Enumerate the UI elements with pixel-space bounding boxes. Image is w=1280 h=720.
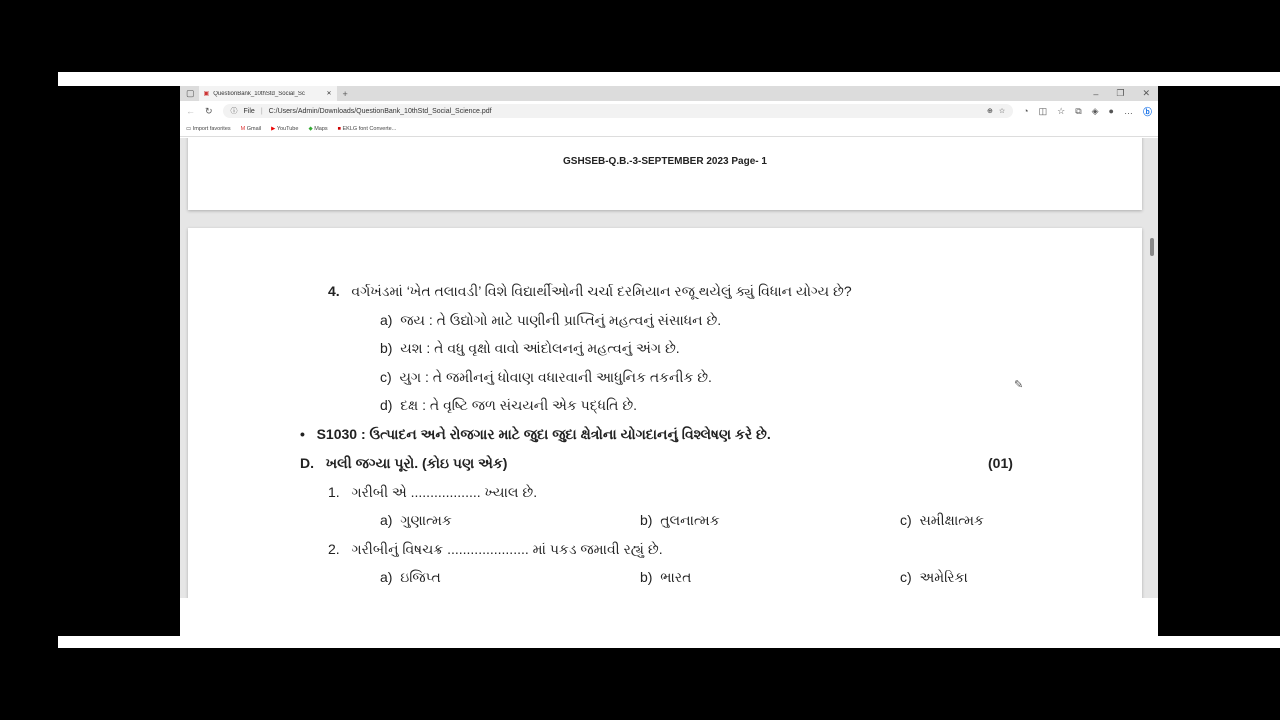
back-icon[interactable]: ←: [186, 106, 195, 116]
favorite-gmail[interactable]: M Gmail: [240, 125, 262, 132]
eklg-icon: ■: [337, 125, 341, 132]
fill1-option-a: a) ગુણાત્મક: [380, 512, 452, 528]
split-screen-icon[interactable]: ◫: [1038, 105, 1048, 116]
favorite-maps[interactable]: ◆ Maps: [308, 125, 328, 132]
favorite-youtube[interactable]: ▶ YouTube: [271, 125, 299, 132]
address-bar-row: [180, 101, 1158, 121]
favorite-eklg[interactable]: ■ EKLG font Converte...: [337, 125, 397, 132]
info-icon: ⓘ: [230, 108, 238, 115]
new-tab-button[interactable]: +: [342, 88, 348, 99]
refresh-icon[interactable]: ↻: [205, 105, 213, 116]
favorites-icon[interactable]: ☆: [1057, 105, 1066, 116]
url-input[interactable]: ⓘ File | C:/Users/Admin/Downloads/QuestionBank_10thStd_Social_Science.pdf ⊕ ☆: [223, 104, 1014, 118]
fill2-option-c: c) અમેરિકા: [900, 569, 968, 585]
gmail-icon: M: [240, 125, 246, 132]
profile-avatar[interactable]: ●: [1108, 106, 1114, 116]
section-d-heading: D. ખલી જગ્યા પૂરો. (કોઇ પણ એક): [300, 455, 508, 471]
fill1-option-b: b) તુલનાત્મક: [640, 512, 720, 528]
more-menu-icon[interactable]: …: [1123, 106, 1133, 116]
q4-option-a: a) જય : તે ઉદ્યોગો માટે પાણીની પ્રાપ્તિનું મહત્વનું સંસાધન છે.: [380, 312, 722, 328]
fill2-option-b: b) ભારત: [640, 569, 692, 585]
video-frame-bottom: [58, 636, 1280, 648]
maps-icon: ◆: [308, 125, 313, 132]
video-frame-top: [58, 72, 1280, 86]
q4-option-b: b) યશ : તે વધુ વૃક્ષો વાવો આંદોલનનું મહત્વનું અંગ છે.: [380, 340, 680, 356]
close-window-button[interactable]: ✕: [1142, 88, 1150, 98]
close-tab-icon[interactable]: ✕: [326, 91, 332, 97]
tab-title: QuestionBank_10thStd_Social_Sc: [213, 90, 305, 97]
url-text: C:/Users/Admin/Downloads/QuestionBank_10thStd_Social_Science.pdf: [268, 107, 492, 115]
favorite-star-icon[interactable]: ☆: [998, 108, 1006, 115]
url-prefix: File: [243, 107, 255, 115]
fill-question-2: 2. ગરીબીનું વિષચક્ર ..................... માં પકડ જમાવી રહ્યું છે.: [328, 541, 663, 557]
extensions-icon[interactable]: ◔: [1023, 106, 1029, 116]
favorite-import[interactable]: ▭ Import favorites: [186, 125, 231, 132]
q4-option-c: c) યુગ : તે જમીનનું ધોવાણ વધારવાની આધુનિક તકનીક છે.: [380, 369, 712, 385]
zoom-icon[interactable]: ⊕: [987, 108, 993, 115]
tab-actions-icon[interactable]: ▢: [186, 88, 195, 98]
q4-option-d: d) દક્ષ : તે વૃષ્ટિ જળ સંચયની એક પદ્ધતિ છે.: [380, 397, 638, 413]
page-header: GSHSEB-Q.B.-3-SEPTEMBER 2023 Page- 1: [563, 156, 767, 167]
fill1-option-c: c) સમીક્ષાત્મક: [900, 512, 984, 528]
browser-window: [180, 86, 1158, 636]
restore-button[interactable]: ❐: [1116, 88, 1125, 98]
pdf-icon: ▣: [203, 91, 210, 97]
favorites-bar: [180, 121, 1158, 137]
fill-question-1: 1. ગરીબી એ .................. ખ્યાલ છે.: [328, 484, 538, 500]
import-icon: ▭: [186, 125, 192, 132]
scrollbar-thumb[interactable]: [1150, 238, 1154, 256]
collections-icon[interactable]: ⧉: [1075, 105, 1082, 116]
pdf-page-2: [188, 228, 1142, 598]
pen-cursor-icon: ✎: [1014, 379, 1024, 391]
pdf-page-1: [188, 138, 1142, 210]
question-4: 4. વર્ગખંડમાં ‘ખેત તલાવડી’ વિશે વિદ્યાર્થીઓની ચર્ચા દરમિયાન રજૂ થયેલું ક્યું વિધાન યોગ્ય છે?: [328, 283, 852, 299]
tab-pdf[interactable]: [199, 86, 337, 101]
shopping-icon[interactable]: ◈: [1091, 105, 1099, 116]
fill2-option-a: a) ઇજિપ્ત: [380, 569, 441, 585]
bing-copilot-icon[interactable]: ⓑ: [1142, 106, 1152, 117]
minimize-button[interactable]: –: [1093, 88, 1099, 99]
pdf-viewer: [180, 138, 1158, 598]
tab-bar: [180, 86, 1158, 101]
youtube-icon: ▶: [271, 125, 276, 132]
section-d-marks: (01): [988, 455, 1013, 471]
scrollbar[interactable]: [1147, 138, 1155, 598]
learning-outcome: • S1030 : ઉત્પાદન અને રોજગાર માટે જુદા જુદા ક્ષેત્રોના યોગદાનનું વિશ્લેષણ કરે છે.: [300, 426, 771, 442]
